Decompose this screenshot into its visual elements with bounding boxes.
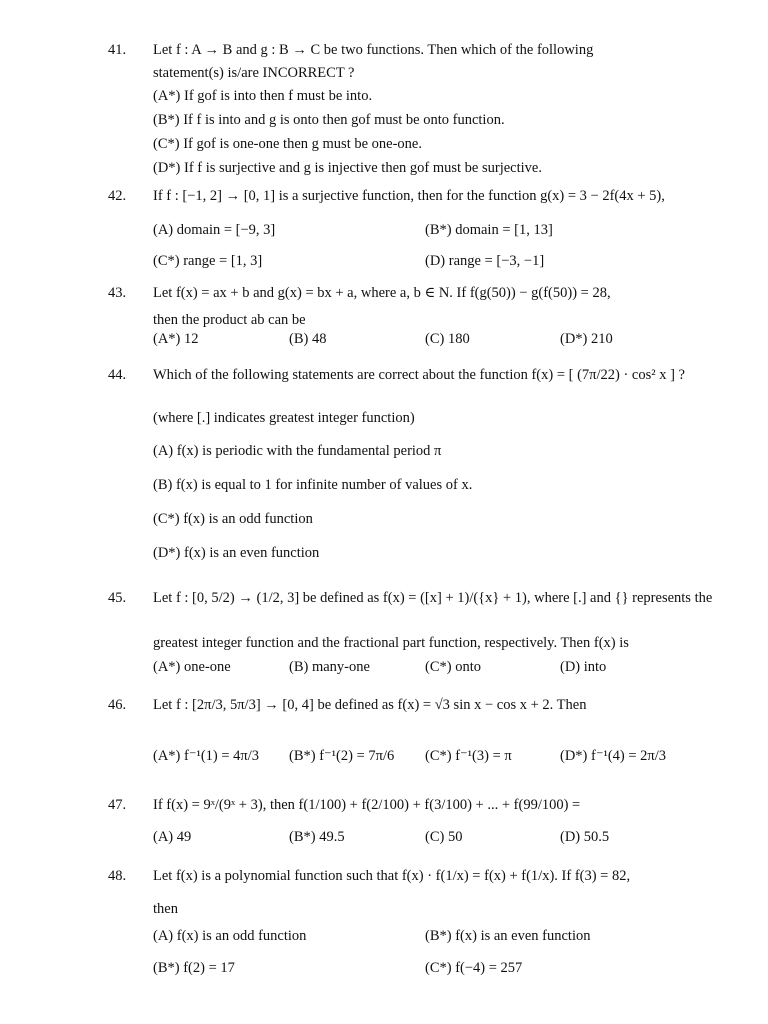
option-a: (A) f(x) is an odd function — [153, 928, 307, 944]
option-a: (A*) one-one — [153, 659, 231, 675]
option-d: (D) into — [560, 659, 607, 675]
question-stem-line: then the product ab can be — [153, 312, 306, 328]
question-stem-line: If f : [−1, 2] → [0, 1] is a surjective function, then for the function g(x) = 3 − 2f(4x + 5), — [153, 188, 665, 204]
question-stem-line: If f(x) = 9ˣ/(9ˣ + 3), then f(1/100) + f(2/100) + f(3/100) + ... + f(99/100) = — [153, 797, 581, 813]
question-number: 46. — [108, 697, 127, 713]
option-a: (A*) 12 — [153, 331, 199, 347]
question-stem-line: statement(s) is/are INCORRECT ? — [153, 65, 355, 81]
question-stem-line: Let f : [0, 5/2) → (1/2, 3] be defined as f(x) = ([x] + 1)/({x} + 1), where [.] and {} represents the — [153, 590, 713, 606]
question-stem-line: Let f : [2π/3, 5π/3] → [0, 4] be defined as f(x) = √3 sin x − cos x + 2. Then — [153, 697, 587, 713]
option-c: (C) 180 — [425, 331, 470, 347]
option-a: (A) f(x) is periodic with the fundamental period π — [153, 443, 442, 459]
option-b: (B*) f(x) is an even function — [425, 928, 591, 944]
option-b: (B) many-one — [289, 659, 370, 675]
option-a: (A) domain = [−9, 3] — [153, 222, 276, 238]
question-stem-line: then — [153, 901, 178, 917]
option-d: (D*) f⁻¹(4) = 2π/3 — [560, 748, 667, 764]
question-number: 42. — [108, 188, 127, 204]
option-b: (B) f(x) is equal to 1 for infinite number of values of x. — [153, 477, 473, 493]
question-stem-line: Let f(x) = ax + b and g(x) = bx + a, where a, b ∈ N. If f(g(50)) − g(f(50)) = 28, — [153, 285, 611, 301]
option-a: (A*) f⁻¹(1) = 4π/3 — [153, 748, 260, 764]
question-number: 47. — [108, 797, 127, 813]
option-b: (B*) domain = [1, 13] — [425, 222, 553, 238]
option-d: (C*) f(−4) = 257 — [425, 960, 523, 976]
option-b: (B*) f⁻¹(2) = 7π/6 — [289, 748, 395, 764]
option-a: (A) 49 — [153, 829, 192, 845]
option-c: (C*) range = [1, 3] — [153, 253, 263, 269]
option-d: (D) range = [−3, −1] — [425, 253, 545, 269]
option-b: (B*) 49.5 — [289, 829, 345, 845]
option-c: (C*) f(x) is an odd function — [153, 511, 313, 527]
option-a: (A*) If gof is into then f must be into. — [153, 88, 373, 104]
question-number: 43. — [108, 285, 127, 301]
option-d: (D) 50.5 — [560, 829, 610, 845]
option-d: (D*) f(x) is an even function — [153, 545, 320, 561]
option-b: (B) 48 — [289, 331, 327, 347]
option-b: (B*) If f is into and g is onto then gof must be onto function. — [153, 112, 505, 128]
option-d: (D*) 210 — [560, 331, 613, 347]
question-stem-line: (where [.] indicates greatest integer function) — [153, 410, 415, 426]
question-number: 45. — [108, 590, 127, 606]
question-number: 48. — [108, 868, 127, 884]
option-c: (C*) f⁻¹(3) = π — [425, 748, 512, 764]
option-c: (C*) onto — [425, 659, 481, 675]
option-c: (C*) If gof is one-one then g must be one-one. — [153, 136, 422, 152]
option-c: (C) 50 — [425, 829, 463, 845]
question-stem-line: greatest integer function and the fractional part function, respectively. Then f(x) is — [153, 635, 629, 651]
question-stem-line: Let f(x) is a polynomial function such that f(x) · f(1/x) = f(x) + f(1/x). If f(3) = 82, — [153, 868, 631, 884]
question-stem-line: Which of the following statements are correct about the function f(x) = [ (7π/22) · cos² x ] ? — [153, 367, 685, 383]
option-c: (B*) f(2) = 17 — [153, 960, 235, 976]
question-stem-line: Let f : A → B and g : B → C be two functions. Then which of the following — [153, 42, 594, 58]
option-d: (D*) If f is surjective and g is injective then gof must be surjective. — [153, 160, 542, 176]
question-number: 44. — [108, 367, 127, 383]
question-number: 41. — [108, 42, 127, 58]
